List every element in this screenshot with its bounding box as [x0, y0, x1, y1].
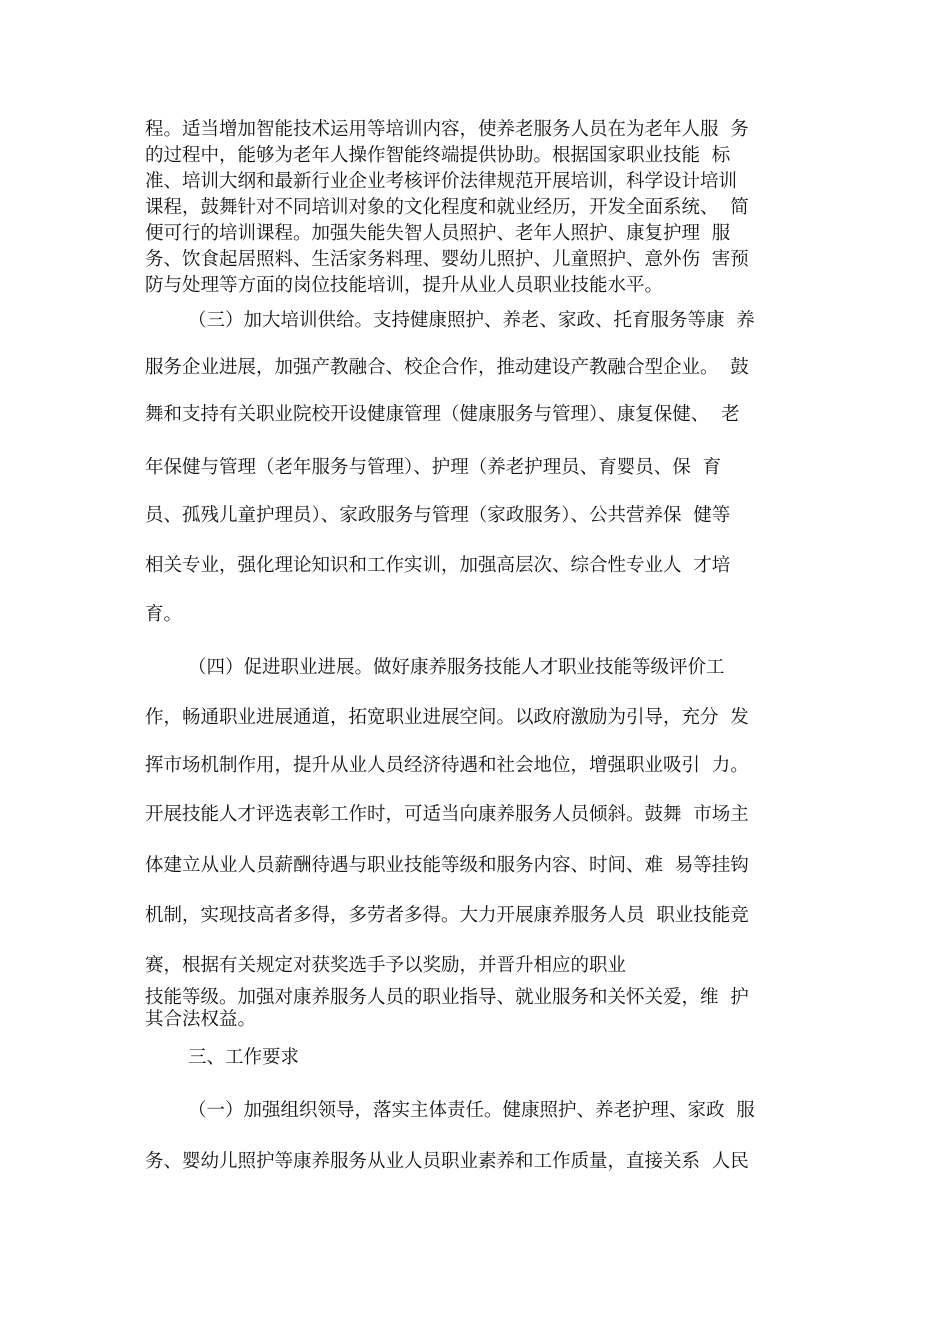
- paragraph-start: （四）促进职业进展。做好康养服务技能人才职业技能等级评价工: [188, 657, 725, 678]
- paragraph-start: （三）加大培训供给。支持健康照护、养老、家政、托育服务等康 养: [188, 310, 755, 331]
- text-line: 相关专业，强化理论知识和工作实训，加强高层次、综合性专业人 才培: [145, 555, 731, 576]
- text-line: 机制，实现技高者多得，多劳者多得。大力开展康养服务人员 职业技能竞: [145, 905, 749, 926]
- text-line: 服务企业进展，加强产教融合、校企合作，推动建设产教融合型企业。 鼓: [145, 357, 749, 378]
- text-line: 其合法权益。: [145, 1009, 257, 1030]
- text-line: 务、婴幼儿照护等康养服务从业人员职业素养和工作质量，直接关系 人民: [145, 1151, 749, 1172]
- text-line: 防与处理等方面的岗位技能培训，提升从业人员职业技能水平。: [145, 275, 664, 296]
- text-line: 员、孤残儿童护理员）、家政服务与管理（家政服务）、公共营养保 健等: [145, 505, 731, 526]
- text-line: 程。适当增加智能技术运用等培训内容，使养老服务人员在为老年人服 务: [145, 119, 749, 140]
- text-line: 技能等级。加强对康养服务人员的职业指导、就业服务和关怀关爱，维 护: [145, 987, 749, 1008]
- text-line: 舞和支持有关职业院校开设健康管理（健康服务与管理）、康复保健、 老: [145, 404, 740, 425]
- text-line: 便可行的培训课程。加强失能失智人员照护、老年人照护、康复护理 服: [145, 223, 731, 244]
- text-line: 的过程中，能够为老年人操作智能终端提供协助。根据国家职业技能 标: [145, 145, 731, 166]
- text-line: 赛，根据有关规定对获奖选手予以奖励，并晋升相应的职业: [145, 955, 627, 976]
- text-line: 年保健与管理（老年服务与管理）、护理（养老护理员、育婴员、保 育: [145, 457, 722, 478]
- text-line: 体建立从业人员薪酬待遇与职业技能等级和服务内容、时间、难 易等挂钩: [145, 855, 749, 876]
- text-line: 开展技能人才评选表彰工作时，可适当向康养服务人员倾斜。鼓舞 市场主: [145, 804, 749, 825]
- text-line: 准、培训大纲和最新行业企业考核评价法律规范开展培训，科学设计培训: [145, 171, 738, 192]
- section-heading: 三、工作要求: [188, 1047, 300, 1068]
- paragraph-start: （一）加强组织领导，落实主体责任。健康照护、养老护理、家政 服: [188, 1100, 755, 1121]
- text-line: 挥市场机制作用，提升从业人员经济待遇和社会地位，增强职业吸引 力。: [145, 755, 749, 776]
- text-line: 育。: [145, 604, 183, 625]
- text-line: 务、饮食起居照料、生活家务料理、婴幼儿照护、儿童照护、意外伤 害预: [145, 249, 749, 270]
- text-line: 作，畅通职业进展通道，拓宽职业进展空间。以政府激励为引导，充分 发: [145, 707, 749, 728]
- text-line: 课程，鼓舞针对不同培训对象的文化程度和就业经历，开发全面系统、 简: [145, 197, 749, 218]
